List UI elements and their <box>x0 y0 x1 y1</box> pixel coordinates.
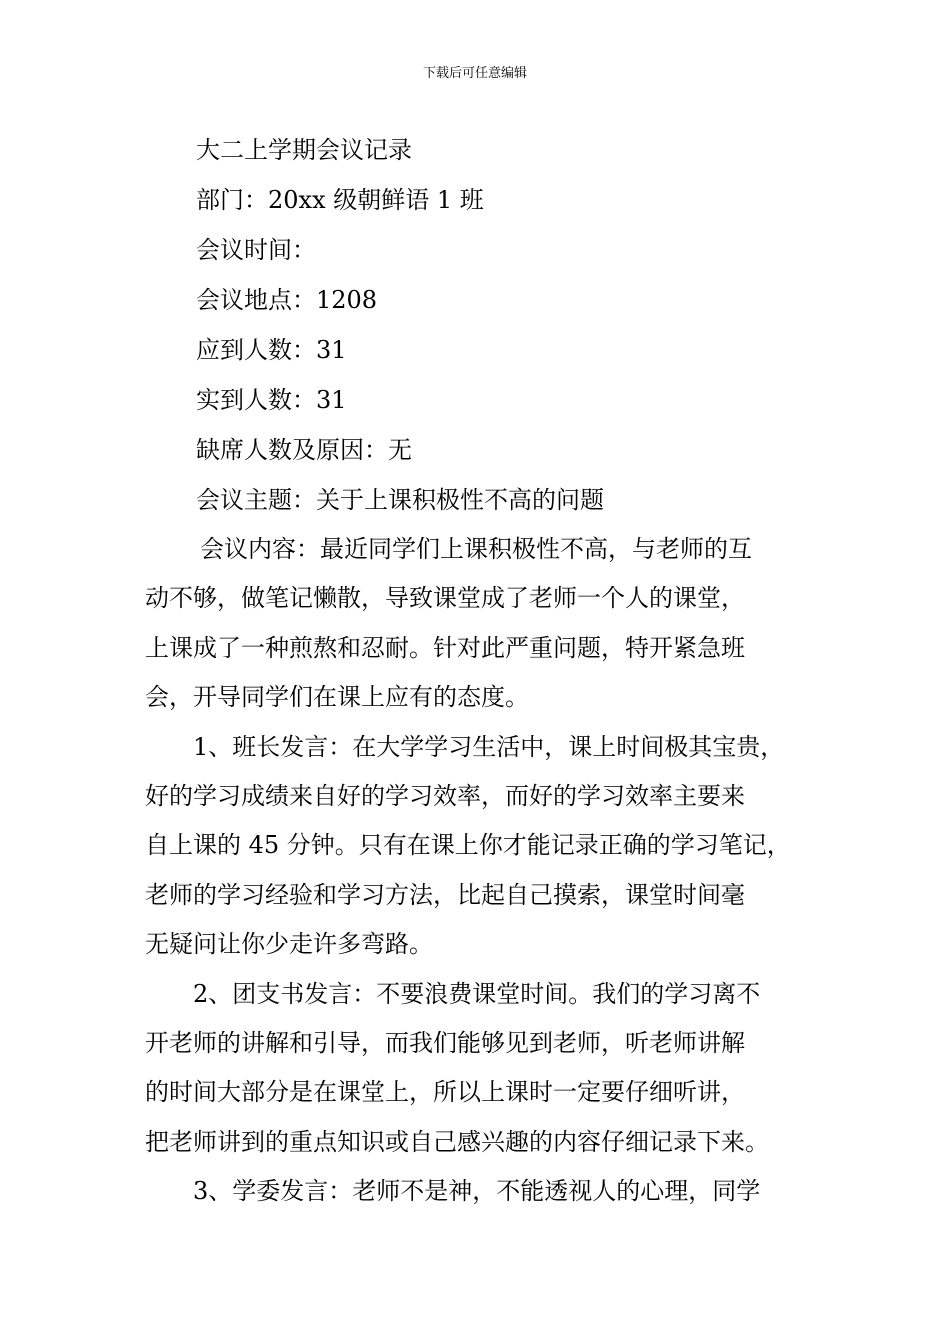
paragraph-study-committee-speech <box>145 1167 813 1216</box>
field-meeting-time: 会议时间： <box>196 236 316 264</box>
paragraph-league-secretary-speech <box>145 970 813 1168</box>
text-line: 3、学委发言：老师不是神，不能透视人的心理，同学 <box>193 1177 761 1206</box>
field-expected-attendees: 应到人数：31 <box>196 336 347 364</box>
field-actual-attendees: 实到人数：31 <box>196 386 347 414</box>
text-line: 会议内容：最近同学们上课积极性不高，与老师的互 <box>200 535 752 563</box>
field-meeting-location: 会议地点：1208 <box>196 286 378 314</box>
field-department: 部门：20xx 级朝鲜语 1 班 <box>196 186 484 214</box>
text-line: 把老师讲到的重点知识或自己感兴趣的内容仔细记录下来。 <box>145 1127 769 1156</box>
field-absentees: 缺席人数及原因：无 <box>196 436 412 464</box>
text-line: 开老师的讲解和引导，而我们能够见到老师，听老师讲解 <box>145 1028 745 1057</box>
text-line: 自上课的 45 分钟。只有在课上你才能记录正确的学习笔记， <box>145 831 791 860</box>
field-meeting-topic: 会议主题：关于上课积极性不高的问题 <box>196 486 604 514</box>
text-line: 的时间大部分是在课堂上，所以上课时一定要仔细听讲， <box>145 1078 745 1107</box>
paragraph-monitor-speech <box>145 723 813 970</box>
text-line: 动不够，做笔记懒散，导致课堂成了老师一个人的课堂， <box>145 584 745 613</box>
text-line: 好的学习成绩来自好的学习效率，而好的学习效率主要来 <box>145 781 745 810</box>
download-note: 下载后可任意编辑 <box>422 66 527 81</box>
text-line: 1、班长发言：在大学学习生活中，课上时间极其宝贵， <box>193 732 785 761</box>
text-line: 上课成了一种煎熬和忍耐。针对此严重问题，特开紧急班 <box>145 633 745 662</box>
document-title: 大二上学期会议记录 <box>196 136 412 164</box>
text-line: 无疑问让你少走许多弯路。 <box>145 930 433 959</box>
text-line: 会，开导同学们在课上应有的态度。 <box>145 683 529 712</box>
text-line: 2、团支书发言：不要浪费课堂时间。我们的学习离不 <box>193 979 761 1008</box>
document-body <box>145 125 813 1216</box>
text-line: 老师的学习经验和学习方法，比起自己摸索，课堂时间毫 <box>145 880 745 909</box>
paragraph-meeting-content <box>145 525 813 723</box>
